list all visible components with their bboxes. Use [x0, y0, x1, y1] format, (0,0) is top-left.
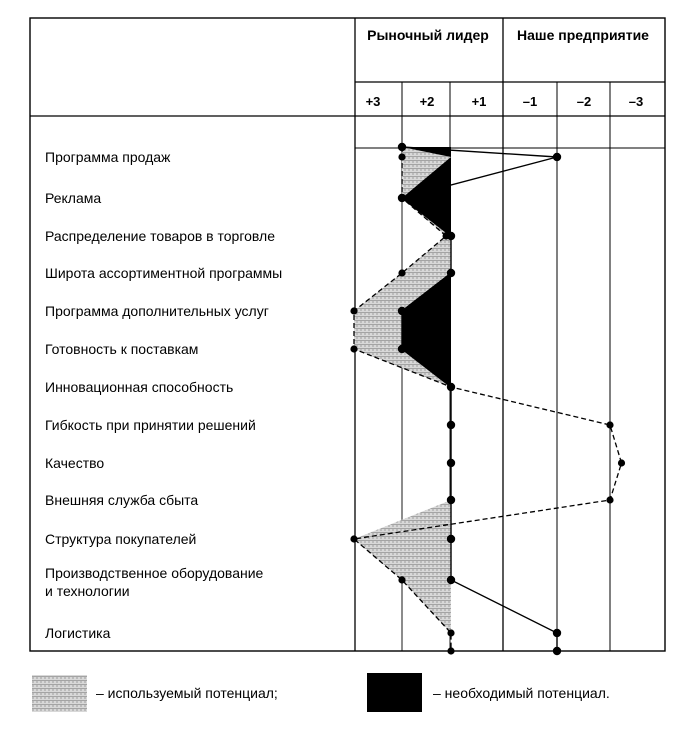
profile-lines — [354, 147, 622, 651]
tick-label: –1 — [522, 94, 538, 109]
potential-areas — [354, 147, 451, 651]
solid-series-point — [447, 421, 455, 429]
tick-label: –3 — [628, 94, 644, 109]
category-label: Распределение товаров в торговле — [45, 228, 275, 244]
dashed-series-point — [447, 647, 454, 654]
dashed-series-point — [398, 143, 405, 150]
dashed-series-point — [398, 576, 405, 583]
dashed-series-point — [398, 194, 405, 201]
solid-series-point — [553, 647, 561, 655]
legend-swatch-needed — [367, 673, 422, 712]
legend-label-used: – используемый потенциал; — [96, 685, 278, 701]
category-label: Производственное оборудование — [45, 565, 264, 581]
legend-label-needed: – необходимый потенциал. — [433, 685, 610, 701]
category-label: Реклама — [45, 190, 102, 206]
category-label: Качество — [45, 455, 105, 471]
solid-series-point — [447, 576, 455, 584]
solid-series-point — [398, 345, 406, 353]
tick-label: +2 — [419, 94, 435, 109]
category-labels — [45, 149, 282, 641]
profile-points — [350, 143, 625, 655]
solid-series-point — [553, 629, 561, 637]
dashed-series-point — [350, 535, 357, 542]
category-label: Структура покупателей — [45, 531, 197, 547]
solid-series-point — [553, 153, 561, 161]
category-label: Внешняя служба сбыта — [45, 492, 199, 508]
solid-series-point — [447, 269, 455, 277]
solid-series-point — [447, 496, 455, 504]
tick-label: +1 — [471, 94, 487, 109]
header-market-leader: Рыночный лидер — [367, 27, 489, 43]
dashed-series-point — [350, 307, 357, 314]
category-label: Программа дополнительных услуг — [45, 303, 269, 319]
dashed-series-point — [398, 269, 405, 276]
dashed-series-point — [398, 153, 405, 160]
category-label: Программа продаж — [45, 149, 171, 165]
table-frame — [30, 18, 665, 651]
category-label: Инновационная способность — [45, 379, 234, 395]
category-label: Гибкость при принятии решений — [45, 417, 256, 433]
dashed-series-point — [447, 629, 454, 636]
dashed-series-point — [618, 459, 625, 466]
tick-label: +3 — [365, 94, 381, 109]
legend-swatch-used — [32, 675, 87, 712]
dashed-series-point — [606, 421, 613, 428]
dashed-series-point — [350, 345, 357, 352]
solid-series-point — [447, 535, 455, 543]
dashed-series-point — [447, 383, 454, 390]
solid-series-point — [447, 459, 455, 467]
tick-labels — [366, 94, 644, 109]
dashed-series-point — [606, 496, 613, 503]
header-our-company: Наше предприятие — [517, 27, 649, 43]
solid-series-point — [398, 307, 406, 315]
dashed-series-point — [443, 232, 450, 239]
category-label: Логистика — [45, 625, 111, 641]
category-label: и технологии — [45, 583, 130, 599]
dashed-series-line — [354, 147, 622, 651]
category-label: Готовность к поставкам — [45, 341, 199, 357]
category-label: Широта ассортиментной программы — [45, 265, 283, 281]
tick-label: –2 — [576, 94, 592, 109]
